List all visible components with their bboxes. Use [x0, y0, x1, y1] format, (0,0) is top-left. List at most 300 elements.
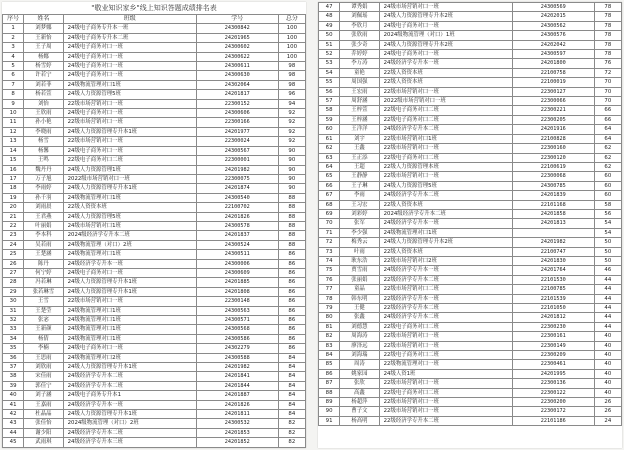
row-class: 22级市场营销对口一班 [63, 118, 196, 127]
row-class: 24级电子商务对口一班 [379, 21, 512, 30]
row-class: 24级人力资源管理5班 [63, 212, 196, 221]
row-student-id: 22100785 [512, 285, 594, 294]
row-class: 24级经济学专升本一班 [379, 219, 512, 228]
row-student-id: 24201982 [196, 165, 278, 174]
row-student-id: 22100747 [512, 247, 594, 256]
row-student-id: 24201858 [512, 209, 594, 218]
row-score: 70 [594, 97, 621, 106]
row-class: 24级物流管理对口1班 [63, 334, 196, 343]
row-score: 44 [594, 313, 621, 322]
row-name: 李本科 [24, 231, 63, 240]
row-name: 杨超萍 [340, 398, 379, 407]
row-score: 44 [594, 285, 621, 294]
row-index: 61 [319, 134, 340, 143]
row-score: 78 [594, 31, 621, 40]
row-name: 谢少阳 [24, 428, 63, 437]
row-student-id: 24202042 [512, 40, 594, 49]
row-index: 54 [319, 68, 340, 77]
row-class: 22级市场营销对口一班 [63, 137, 196, 146]
row-name: 周涛 [340, 360, 379, 369]
row-class: 24级人力资源管理专升本2班 [379, 40, 512, 49]
row-index: 70 [319, 219, 340, 228]
table-row [3, 203, 306, 212]
table-row [319, 398, 622, 407]
row-class: 24级经济学专升本二班 [63, 428, 196, 437]
row-index: 1 [3, 24, 24, 33]
row-class: 2024级经济学专升本二班 [379, 209, 512, 218]
row-name: 王楚涵 [24, 250, 63, 259]
row-class: 24级经济学专升本一班 [379, 266, 512, 275]
row-score: 50 [594, 256, 621, 265]
table-row [319, 50, 622, 59]
row-name: 刘若菲 [24, 80, 63, 89]
row-class: 24级物流管理（对口）2班 [63, 240, 196, 249]
row-name: 张佳怡 [24, 419, 63, 428]
row-student-id: 24201830 [512, 256, 594, 265]
row-score: 92 [278, 109, 305, 118]
row-score: 90 [278, 146, 305, 155]
row-student-id: 22300161 [512, 332, 594, 341]
row-class: 24级人力资源管理专升本1班 [63, 287, 196, 296]
table-row [319, 134, 622, 143]
row-score: 56 [594, 209, 621, 218]
row-student-id: 22300152 [196, 99, 278, 108]
row-class: 22级市场营销对口一班 [379, 398, 512, 407]
row-name: 冯若琳 [24, 278, 63, 287]
row-score: 26 [594, 407, 621, 416]
row-index: 52 [319, 50, 340, 59]
table-row [3, 127, 306, 136]
row-class: 24级电子商务对口一班 [63, 43, 196, 52]
row-index: 31 [3, 306, 24, 315]
row-student-id: 22100702 [196, 203, 278, 212]
row-score: 54 [594, 219, 621, 228]
row-class: 22级电子商务对口二班 [379, 106, 512, 115]
table-row [3, 99, 306, 108]
table-row [3, 231, 306, 240]
row-name: 王静静 [340, 172, 379, 181]
row-index: 66 [319, 181, 340, 190]
row-name: 宋佳雨 [24, 372, 63, 381]
row-name: 王洋洋 [340, 125, 379, 134]
table-row [319, 360, 622, 369]
row-name: 韩东明 [340, 294, 379, 303]
row-student-id: 24201817 [196, 90, 278, 99]
row-class: 22级经济学专升本二班 [379, 275, 512, 284]
row-student-id: 22300461 [512, 360, 594, 369]
row-name: 王健 [340, 304, 379, 313]
row-class: 24级电子商务对口一班 [63, 52, 196, 61]
row-name: 曹子文 [340, 407, 379, 416]
table-row [319, 388, 622, 397]
row-score: 40 [594, 332, 621, 341]
row-name: 王鸣 [24, 156, 63, 165]
row-student-id: 22300221 [512, 106, 594, 115]
row-name: 王新颜 [24, 325, 63, 334]
row-index: 21 [3, 212, 24, 221]
row-index: 72 [319, 238, 340, 247]
ranking-table-left [2, 14, 306, 448]
row-name: 杨馨 [24, 146, 63, 155]
row-score: 40 [594, 379, 621, 388]
row-score: 44 [594, 322, 621, 331]
row-student-id: 24201916 [512, 125, 594, 134]
row-class: 22级物流管理对口一班 [379, 360, 512, 369]
row-name: 童晶 [340, 285, 379, 294]
row-class: 22级市场营销对口二班 [379, 285, 512, 294]
table-row [3, 62, 306, 71]
row-name: 贾雪雨 [340, 266, 379, 275]
row-class: 24级电子商务对口一班 [63, 146, 196, 155]
row-index: 77 [319, 285, 340, 294]
row-name: 李雨婷 [24, 184, 63, 193]
row-index: 64 [319, 162, 340, 171]
row-student-id: 24300609 [196, 268, 278, 277]
row-index: 71 [319, 228, 340, 237]
row-name: 童艳 [340, 68, 379, 77]
row-score: 40 [594, 369, 621, 378]
row-class: 24级电子商务对口一班 [63, 71, 196, 80]
row-name: 刘德慧 [340, 322, 379, 331]
row-index: 47 [319, 3, 340, 12]
row-student-id: 24201800 [512, 59, 594, 68]
row-student-id: 24201995 [512, 369, 594, 378]
table-row [3, 316, 306, 325]
row-class: 22级人力资源管理本班 [379, 162, 512, 171]
row-index: 23 [3, 231, 24, 240]
row-index: 62 [319, 144, 340, 153]
row-index: 40 [3, 391, 24, 400]
table-row [319, 106, 622, 115]
row-class: 22级人资资本班 [379, 68, 512, 77]
row-index: 79 [319, 304, 340, 313]
row-student-id: 22300001 [196, 156, 278, 165]
table-header-row [3, 15, 306, 24]
row-index: 18 [3, 184, 24, 193]
row-student-id: 22101186 [512, 416, 594, 425]
row-class: 2024级物流管理（对口）2班 [63, 419, 196, 428]
row-name: 魏丹丹 [24, 165, 63, 174]
row-name: 杨若萱 [24, 90, 63, 99]
row-name: 王梓涵 [340, 115, 379, 124]
row-class: 24级电子商务专升本1 [63, 391, 196, 400]
table-row [319, 351, 622, 360]
table-row [3, 259, 306, 268]
row-name: 廖泽远 [340, 341, 379, 350]
table-row [3, 156, 306, 165]
row-class: 22级市场营销对口一班 [379, 341, 512, 350]
row-index: 35 [3, 344, 24, 353]
row-class: 24级经济学专升本二班 [379, 125, 512, 134]
table-body-right [319, 3, 622, 426]
row-student-id: 22300160 [512, 144, 594, 153]
row-index: 38 [3, 372, 24, 381]
row-class: 24级电子商务对口一班 [63, 344, 196, 353]
row-score: 44 [594, 304, 621, 313]
table-row [319, 332, 622, 341]
row-index: 33 [3, 325, 24, 334]
row-class: 22级经济学专升本一班 [379, 294, 512, 303]
row-score: 46 [594, 266, 621, 275]
row-class: 24级人力资源管理专升本1班 [63, 184, 196, 193]
row-name: 王嘉雨 [24, 400, 63, 409]
row-student-id: 22300148 [196, 297, 278, 306]
row-student-id: 24201839 [512, 191, 594, 200]
row-class: 24级经济学专升本二班 [63, 372, 196, 381]
row-student-id: 22100019 [512, 78, 594, 87]
row-score: 90 [278, 156, 305, 165]
table-row [3, 353, 306, 362]
row-class: 22级市场营销对口一班 [63, 99, 196, 108]
row-name: 郭佳宁 [24, 381, 63, 390]
row-student-id: 24302064 [196, 80, 278, 89]
table-row [319, 162, 622, 171]
table-row [319, 125, 622, 134]
row-index: 24 [3, 240, 24, 249]
row-class: 24级市场营销对口一班 [379, 3, 512, 12]
row-name: 刘佩瑶 [340, 12, 379, 21]
row-score: 62 [594, 144, 621, 153]
row-index: 91 [319, 416, 340, 425]
row-index: 11 [3, 118, 24, 127]
row-name: 王鑫 [340, 144, 379, 153]
row-student-id: 24300586 [196, 334, 278, 343]
row-name: 周国强 [340, 78, 379, 87]
table-row [3, 184, 306, 193]
table-row [319, 256, 622, 265]
row-class: 22级电子商务对口二班 [379, 351, 512, 360]
row-name: 王梓萱 [340, 106, 379, 115]
row-class: 22级电子商务对口二班 [379, 153, 512, 162]
row-class: 24级经济学专升本二班 [379, 191, 512, 200]
row-score: 100 [278, 43, 305, 52]
row-index: 14 [3, 146, 24, 155]
row-name: 张丽娟 [340, 275, 379, 284]
row-class: 24级物流管理对口1班 [63, 325, 196, 334]
row-name: 王习宏 [340, 200, 379, 209]
row-score: 86 [278, 316, 305, 325]
row-score: 44 [594, 294, 621, 303]
row-class: 24级经济学专升本二班 [63, 381, 196, 390]
row-score: 84 [278, 363, 305, 372]
row-score: 84 [278, 381, 305, 390]
table-row [3, 287, 306, 296]
row-name: 叶丽娟 [24, 221, 63, 230]
row-score: 88 [278, 231, 305, 240]
row-class: 24级电子商务专升本一班 [63, 24, 196, 33]
row-class: 22级市场营销对口一班 [379, 144, 512, 153]
row-index: 63 [319, 153, 340, 162]
row-score: 58 [594, 200, 621, 209]
row-class: 24级电子商务对口一班 [63, 268, 196, 277]
row-name: 刘欣雨 [24, 363, 63, 372]
row-name: 何宁婷 [24, 268, 63, 277]
row-student-id: 22100828 [512, 134, 594, 143]
row-class: 22级人资资本班 [379, 200, 512, 209]
row-score: 82 [278, 419, 305, 428]
table-row [319, 172, 622, 181]
row-student-id: 22300149 [512, 341, 594, 350]
table-row [319, 285, 622, 294]
row-class: 24级物流管理对口1班 [63, 250, 196, 259]
row-class: 24级电子商务对口一班 [379, 50, 512, 59]
row-class: 22级人资资本班 [379, 247, 512, 256]
row-score: 84 [278, 400, 305, 409]
row-student-id: 24300568 [196, 325, 278, 334]
row-student-id: 24300611 [196, 62, 278, 71]
row-student-id: 24300576 [512, 31, 594, 40]
row-score: 94 [278, 99, 305, 108]
row-class: 24级经济学专升本三班 [63, 438, 196, 447]
row-student-id: 22101050 [512, 304, 594, 313]
row-index: 7 [3, 80, 24, 89]
table-row [319, 275, 622, 284]
row-student-id: 24201812 [512, 313, 594, 322]
table-row [3, 137, 306, 146]
header-name: 姓名 [24, 15, 63, 24]
table-row [319, 313, 622, 322]
row-index: 50 [319, 31, 340, 40]
row-name: 王新怡 [24, 33, 63, 42]
row-index: 41 [3, 400, 24, 409]
row-student-id: 22300068 [512, 172, 594, 181]
table-row [3, 43, 306, 52]
row-index: 26 [3, 259, 24, 268]
row-name: 刘宇 [340, 134, 379, 143]
row-name: 梅秀云 [340, 238, 379, 247]
row-name: 王雪 [24, 297, 63, 306]
row-name: 李楠 [24, 344, 63, 353]
row-index: 8 [3, 90, 24, 99]
row-index: 57 [319, 97, 340, 106]
table-row [319, 219, 622, 228]
row-score: 92 [278, 127, 305, 136]
row-student-id: 24201885 [196, 278, 278, 287]
table-row [3, 80, 306, 89]
table-row [3, 297, 306, 306]
row-name: 李欣月 [340, 21, 379, 30]
row-score: 64 [594, 134, 621, 143]
table-body-left [3, 24, 306, 447]
row-score: 84 [278, 410, 305, 419]
row-student-id: 22300166 [196, 118, 278, 127]
row-class: 22级电子商务对口二班 [379, 115, 512, 124]
row-name: 杨雪婷 [24, 62, 63, 71]
row-index: 2 [3, 33, 24, 42]
row-class: 24级人力资源管理专升本1班 [63, 127, 196, 136]
row-score: 40 [594, 341, 621, 350]
row-score: 86 [278, 250, 305, 259]
row-name: 刘子涵 [24, 391, 63, 400]
row-score: 54 [594, 228, 621, 237]
row-index: 25 [3, 250, 24, 259]
row-index: 17 [3, 174, 24, 183]
row-index: 55 [319, 78, 340, 87]
row-student-id: 24300567 [196, 146, 278, 155]
row-score: 82 [278, 428, 305, 437]
row-name: 李万涛 [340, 59, 379, 68]
row-class: 24级电子商务专升本二班 [63, 33, 196, 42]
row-score: 86 [278, 278, 305, 287]
row-index: 12 [3, 127, 24, 136]
row-index: 43 [3, 419, 24, 428]
table-row [3, 438, 306, 447]
score-sheet-right [318, 2, 622, 448]
row-index: 4 [3, 52, 24, 61]
row-index: 28 [3, 278, 24, 287]
row-class: 2022级市场营销对口一班 [63, 174, 196, 183]
row-student-id: 22300230 [512, 322, 594, 331]
row-index: 74 [319, 256, 340, 265]
row-student-id: 24300842 [196, 24, 278, 33]
table-row [319, 115, 622, 124]
row-score: 60 [594, 191, 621, 200]
table-row [319, 209, 622, 218]
row-index: 5 [3, 62, 24, 71]
row-score: 92 [278, 118, 305, 127]
score-sheet-left [2, 2, 306, 448]
row-score: 100 [278, 33, 305, 42]
row-name: 王欣雨 [24, 109, 63, 118]
table-row [3, 344, 306, 353]
row-name: 杨娜 [24, 52, 63, 61]
row-score: 78 [594, 40, 621, 49]
row-name: 耿东浩 [340, 256, 379, 265]
row-name: 刘怡 [24, 99, 63, 108]
row-class: 24级经济学专升本一班 [379, 59, 512, 68]
row-name: 孙千羽 [24, 193, 63, 202]
row-student-id: 24201874 [196, 184, 278, 193]
row-name: 王君燕 [24, 212, 63, 221]
header-index: 序号 [3, 15, 24, 24]
row-score: 40 [594, 388, 621, 397]
row-index: 81 [319, 322, 340, 331]
row-score: 82 [278, 438, 305, 447]
row-student-id: 24201826 [196, 212, 278, 221]
row-name: 姚家园 [340, 369, 379, 378]
row-name: 张欣 [340, 379, 379, 388]
row-index: 9 [3, 99, 24, 108]
table-row [319, 31, 622, 40]
row-student-id: 24201965 [196, 33, 278, 42]
table-row [3, 278, 306, 287]
row-student-id: 22300122 [512, 388, 594, 397]
row-score: 86 [278, 268, 305, 277]
row-name: 李晓雨 [24, 127, 63, 136]
row-student-id: 24300511 [196, 250, 278, 259]
row-name: 周舒涵 [340, 97, 379, 106]
row-name: 陈丹 [24, 259, 63, 268]
row-score: 92 [278, 137, 305, 146]
row-score: 26 [594, 398, 621, 407]
row-name: 李少强 [340, 228, 379, 237]
row-class: 22级市场营销对口一班 [379, 172, 512, 181]
row-score: 90 [278, 184, 305, 193]
row-student-id: 24300524 [196, 240, 278, 249]
row-student-id: 22300172 [512, 407, 594, 416]
row-index: 30 [3, 297, 24, 306]
row-class: 24级电子商务对口一班 [63, 109, 196, 118]
row-class: 24级物流管理对口1班 [63, 306, 196, 315]
row-index: 48 [319, 12, 340, 21]
row-index: 88 [319, 388, 340, 397]
table-row [3, 306, 306, 315]
row-class: 24级物流管理对口1班 [63, 80, 196, 89]
row-class: 22级市场营销对口一班 [379, 332, 512, 341]
row-name: 张欣雨 [340, 31, 379, 40]
table-row [319, 369, 622, 378]
row-class: 2024级物流管理（对口）1班 [379, 31, 512, 40]
